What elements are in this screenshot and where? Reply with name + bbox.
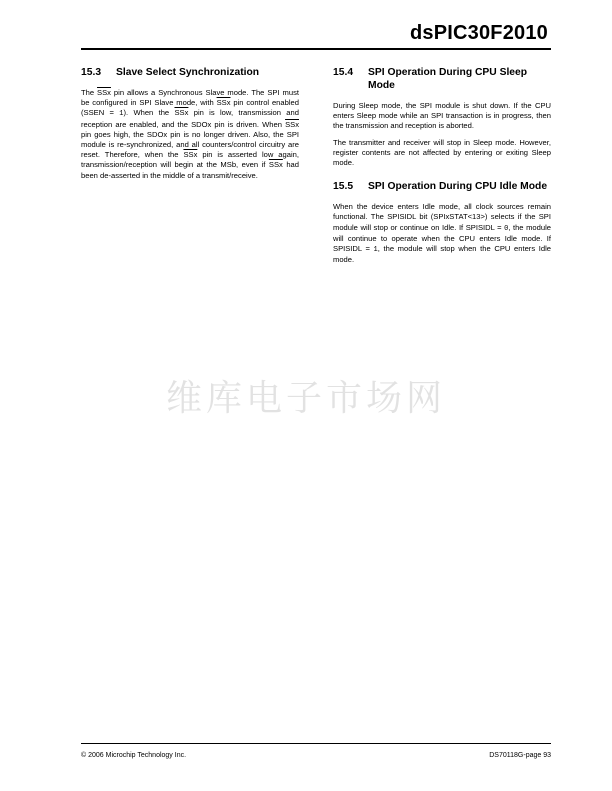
right-column (333, 66, 551, 271)
ssx-signal: $\overline{SSx}$ (183, 150, 198, 160)
section-number: 15.3 (81, 67, 102, 78)
ssx-signal: $\overline{SSx}$ (174, 108, 189, 118)
section-15-4-paragraph-2: The transmitter and receiver will stop in Sleep mode. However, register contents are not affected by entering or exiting Sleep mode. (333, 137, 551, 168)
ssx-signal: $\overline{SSx}$ (268, 160, 283, 170)
section-15-5-heading (333, 180, 551, 193)
code-value: 0 (504, 224, 509, 233)
section-number: 15.4 (333, 67, 354, 78)
section-15-3-paragraph: The $\overline{SSx}$ pin allows a Synchronous Slave mode. The SPI must be configured in SPI Slave mode, with $\overline{SSx}$ pin control enabled (SSEN = 1). When the $\overline{SSx}$ pin is low, transmission and reception are enabled, and the SDOx pin is driven. When $\overline{SSx}$ pin goes high, the SDOx pin is no longer driven. Also, the SPI module is re-synchronized, and all counters/control circuitry are reset. Therefore, when the $\overline{SSx}$ pin is asserted low again, transmission/reception will begin at the MSb, even if $\overline{SSx}$ had been de-asserted in the middle of a transmit/receive. (81, 88, 300, 180)
ssx-signal: $\overline{SSx}$ (285, 119, 299, 129)
left-column (81, 66, 299, 187)
section-15-4-heading (333, 66, 551, 92)
ssx-signal: $\overline{SSx}$ (216, 98, 231, 108)
watermark: 维库电子市场网 (165, 378, 446, 419)
page-number: DS70118G-page 93 (489, 752, 551, 759)
code-value: 1 (119, 110, 124, 119)
section-15-3-heading (81, 66, 299, 79)
section-title: SPI Operation During CPU Idle Mode (368, 181, 548, 193)
copyright-notice: © 2006 Microchip Technology Inc. (81, 752, 187, 759)
section-title: SPI Operation During CPU Sleep Mode (368, 67, 528, 91)
document-title: dsPIC30F2010 (409, 22, 548, 44)
footer-rule (81, 743, 551, 744)
section-15-4-paragraph-1: During Sleep mode, the SPI module is shut down. If the CPU enters Sleep mode while an SPI transaction is in progress, then the transmission and reception is aborted. (333, 101, 551, 131)
ssx-signal: $\overline{SSx}$ (97, 88, 111, 97)
header-rule (81, 48, 551, 50)
section-number: 15.5 (333, 181, 354, 193)
section-15-5-paragraph: When the device enters Idle mode, all clock sources remain functional. The SPISIDL bit (SPIxSTAT<13>) selects if the SPI module will stop or continue on Idle. If SPISIDL = 0, the module will continue to operate when the CPU enters Idle mode. If SPISIDL = 1, the module will stop when the CPU enters Idle mode. (333, 202, 551, 265)
section-title: Slave Select Synchronization (116, 67, 260, 78)
code-value: 1 (373, 246, 378, 255)
